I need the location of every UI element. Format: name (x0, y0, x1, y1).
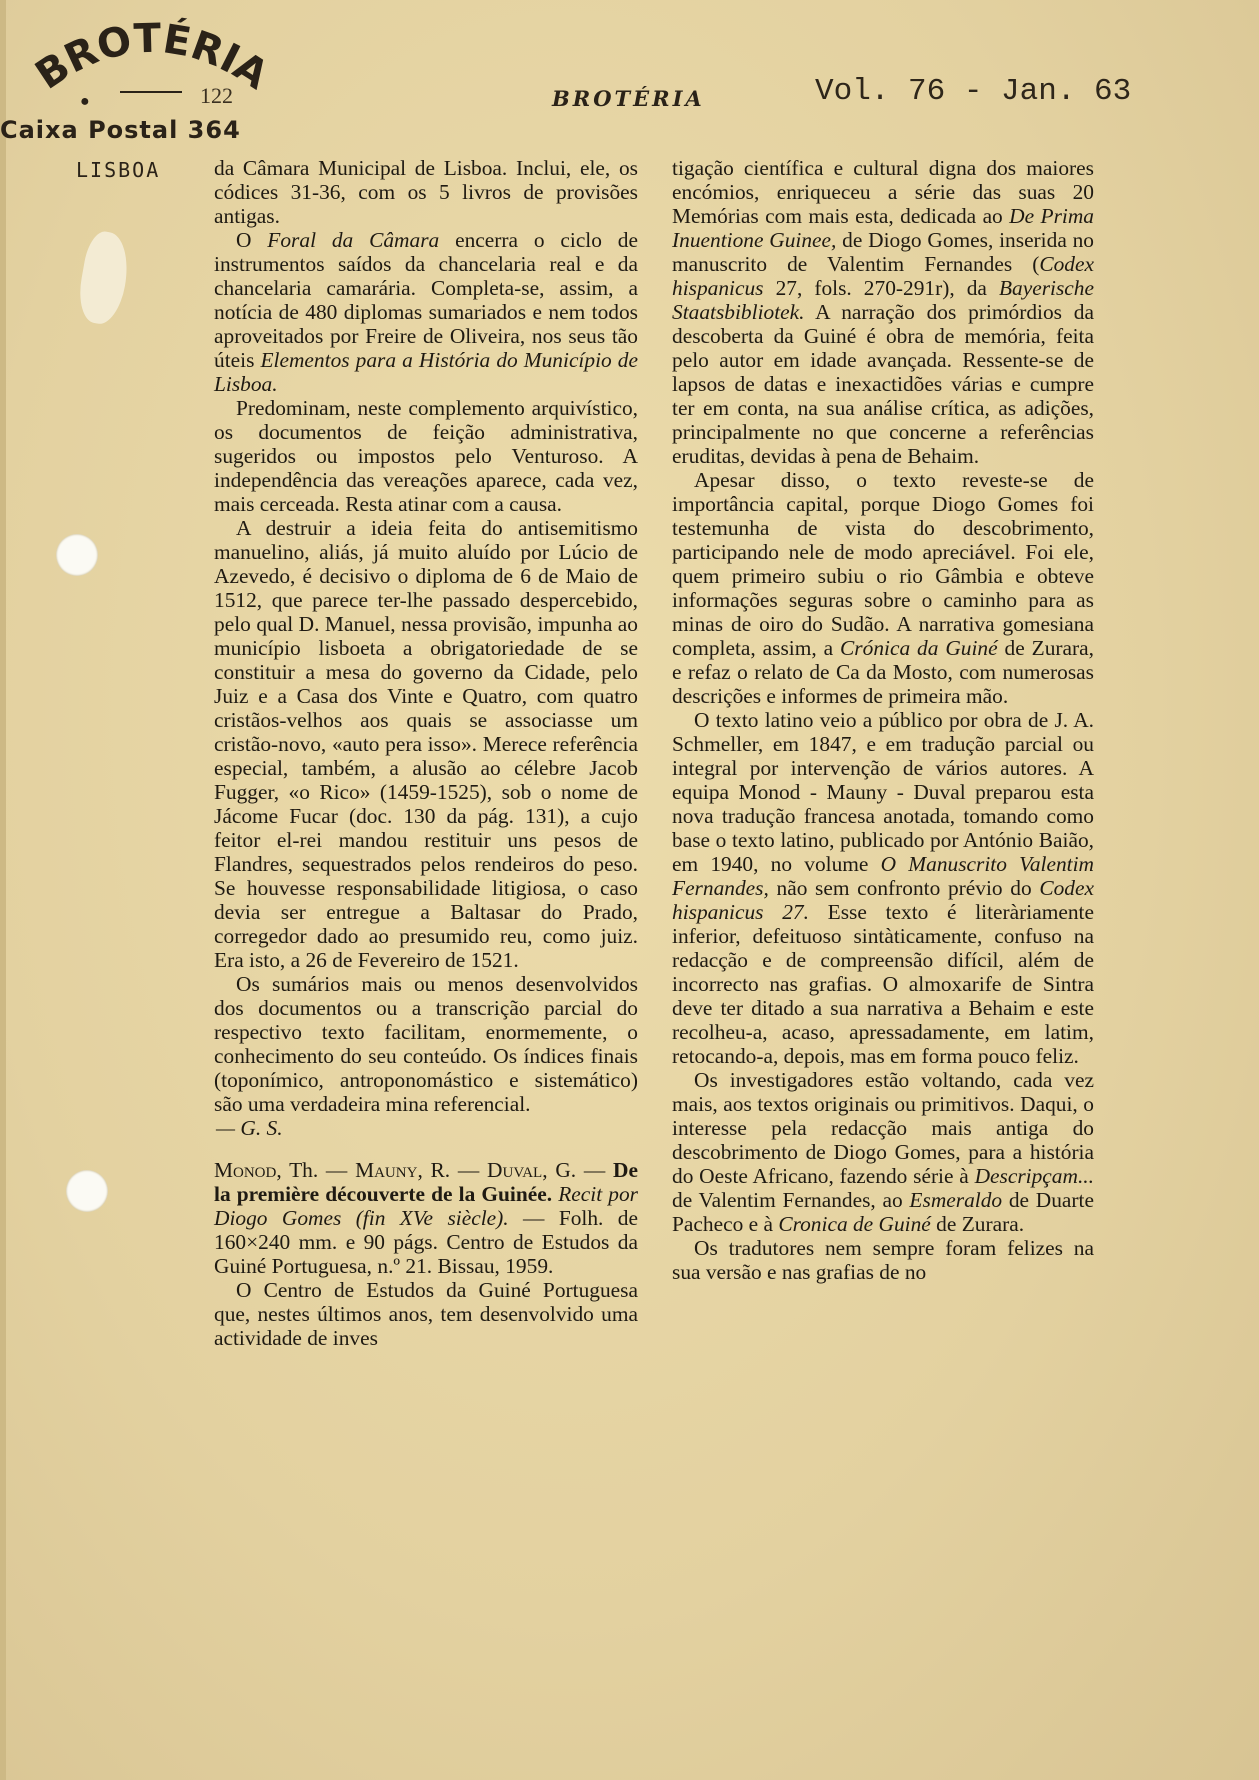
page-number: 122 (200, 83, 233, 108)
paragraph: Os sumários mais ou menos desenvolvidos dos documentos ou a transcrição parcial do respectivo texto facilitam, enormemente, o conhecimento do seu conteúdo. Os índices finais (toponímico, antroponomástico e sistemático) são uma verdadeira mina referencial. — G. S. (214, 972, 638, 1140)
paragraph: O texto latino veio a público por obra de J. A. Schmeller, em 1847, e em tradução parcial ou integral por intervenção de vários autores. A equipa Monod - Mauny - Duval preparou esta nova tradução francesa anotada, tomando como base o texto latino, publicado por António Baião, em 1940, no volume O Manuscrito Valentim Fernandes, não sem confronto prévio do Codex hispanicus 27. Esse texto é literàriamente inferior, defeituoso sintàticamente, confuso na redacção e de compreensão difícil, além de incorrecto nas grafias. O almoxarife de Sintra deve ter ditado a sua narrativa a Behaim e este recolheu-a, acaso, apressadamente, em latim, retocando-a, depois, mas em forma pouco feliz. (672, 708, 1094, 1068)
page-edge (0, 0, 6, 1780)
stamp-arc-text: BROTÉRIA (27, 15, 277, 99)
stamp-arc (20, 12, 280, 112)
paragraph: Os tradutores nem sempre foram felizes na sua versão e nas grafias de no (672, 1236, 1094, 1284)
paragraph: Apesar disso, o texto reveste-se de importância capital, porque Diogo Gomes foi testemunha de vista do descobrimento, participando nele de modo apreciável. Foi ele, quem primeiro subiu o rio Gâmbia e obteve informações seguras sobre o caminho para as minas de oiro do Sudão. A narrativa gomesiana completa, assim, a Crónica da Guiné de Zurara, e refaz o relato de Ca da Mosto, com numerosas descrições e informes de primeira mão. (672, 468, 1094, 708)
paragraph: Predominam, neste complemento arquivístico, os documentos de feição administrativa, sugeridos ou impostos pelo Venturoso. A independência das vereações aparece, cada vez, mais cerceada. Resta atinar com a causa. (214, 396, 638, 516)
paragraph: tigação científica e cultural digna dos maiores encómios, enriqueceu a série das suas 20 Memórias com mais esta, dedicada ao De Prima Inuentione Guinee, de Diogo Gomes, inserida no manuscrito de Valentim Fernandes (Codex hispanicus 27, fols. 270-291r), da Bayerische Staatsbibliotek. A narração dos primórdios da descoberta da Guiné é obra de memória, feita pelo autor em idade avançada. Ressente-se de lapsos de datas e inexactidões várias e cumpre ter em conta, na sua análise crítica, as adições, principalmente no que concerne a referências eruditas, devidas à pena de Behaim. (672, 156, 1094, 468)
paragraph: A destruir a ideia feita do antisemitismo manuelino, aliás, já muito aluído por Lúcio de Azevedo, é decisivo o diploma de 6 de Maio de 1512, que parece ter-lhe passado despercebido, pelo qual D. Manuel, nessa provisão, impunha ao município lisboeta a obrigatoriedade de se constituir a mesa do governo da Cidade, pelo Juiz e a Casa dos Vinte e Quatro, com quatro cristãos-velhos aos quais se associasse um cristão-novo, «auto pera isso». Merece referência especial, também, a alusão ao célebre Jacob Fugger, «o Rico» (1459-1525), sob o nome de Jácome Fucar (doc. 130 da pág. 131), a cujo feitor el-rei mandou restituir uns pesos de Flandres, sequestrados pelos rendeiros do peso. Se houvesse responsabilidade litigiosa, o caso devia ser entregue a Baltasar do Prado, corregedor dado ao presumido reu, como juiz. Era isto, a 26 de Fevereiro de 1521. (214, 516, 638, 972)
stamp-dot: ● (80, 93, 90, 110)
punch-hole (56, 534, 98, 576)
paragraph: O Foral da Câmara encerra o ciclo de instrumentos saídos da chancelaria real e da chancelaria camarária. Completa-se, assim, a notícia de 480 diplomas sumariados e nem todos aproveitados por Freire de Oliveira, nos seus tão úteis Elementos para a História do Município de Lisboa. (214, 228, 638, 396)
signature: — G. S. (216, 1116, 283, 1140)
stamp-city: LISBOA (76, 158, 161, 182)
stamp-postal: Caixa Postal 364 (0, 116, 241, 144)
left-column (214, 156, 638, 1350)
paragraph: da Câmara Municipal de Lisboa. Inclui, ele, os códices 31-36, com os 5 livros de provisões antigas. (214, 156, 638, 228)
running-title: BROTÉRIA (552, 86, 705, 111)
volume-label: Vol. 76 - Jan. 63 (815, 74, 1132, 109)
right-column (672, 156, 1094, 1284)
stamp-rule (120, 91, 182, 93)
bibliographic-reference: Monod, Th. — Mauny, R. — Duval, G. — De la première découverte de la Guinée. Recit por Diogo Gomes (fin XVe siècle). — Folh. de 160×240 mm. e 90 págs. Centro de Estudos da Guiné Portuguesa, n.º 21. Bissau, 1959. (214, 1158, 638, 1278)
punch-hole (66, 1170, 108, 1212)
paragraph: O Centro de Estudos da Guiné Portuguesa que, nestes últimos anos, tem desenvolvido uma actividade de inves (214, 1278, 638, 1350)
paragraph: Os investigadores estão voltando, cada vez mais, aos textos originais ou primitivos. Daqui, o interesse pela redacção mais antiga do descobrimento de Diogo Gomes, para a história do Oeste Africano, fazendo série à Descripçam... de Valentim Fernandes, ao Esmeraldo de Duarte Pacheco e à Cronica de Guiné de Zurara. (672, 1068, 1094, 1236)
